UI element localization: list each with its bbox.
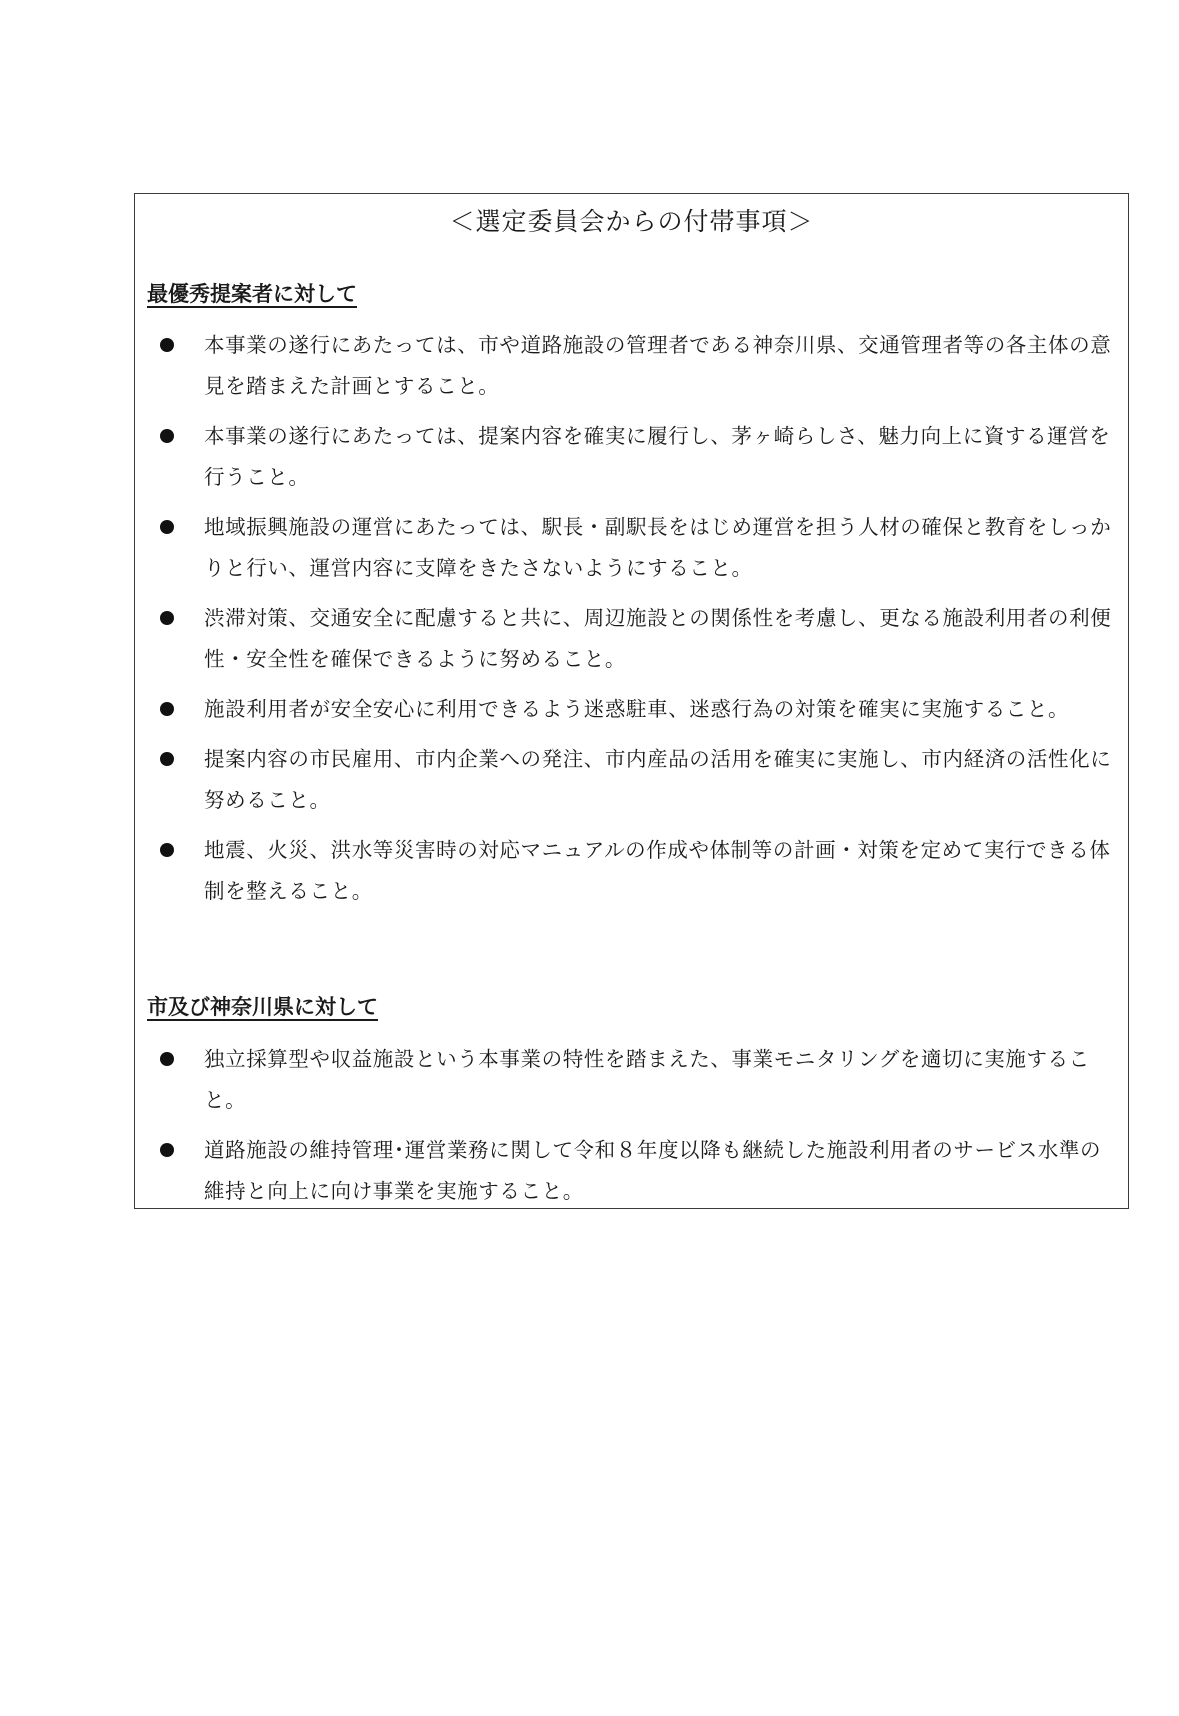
bullet-icon: [160, 429, 174, 443]
list-item: [135, 689, 1128, 730]
list-item-text: 本事業の遂行にあたっては、提案内容を確実に履行し、茅ヶ崎らしさ、魅力向上に資する運営を行うこと。: [204, 424, 1111, 489]
list-item: [135, 598, 1128, 680]
bullet-icon: [160, 520, 174, 534]
bullet-icon: [160, 611, 174, 625]
list-item: [135, 1130, 1128, 1212]
list-item-text: 施設利用者が安全安心に利用できるよう迷惑駐車、迷惑行為の対策を確実に実施すること。: [204, 697, 1070, 721]
list-item: [135, 416, 1128, 498]
list-item-text: 地域振興施設の運営にあたっては、駅長・副駅長をはじめ運営を担う人材の確保と教育をしっかりと行い、運営内容に支障をきたさないようにすること。: [204, 515, 1112, 580]
list-item-text: 地震、火災、洪水等災害時の対応マニュアルの作成や体制等の計画・対策を定めて実行できる体制を整えること。: [204, 838, 1111, 903]
bullet-icon: [160, 752, 174, 766]
list-item: [135, 739, 1128, 821]
bullet-icon: [160, 338, 174, 352]
list-item-text: 渋滞対策、交通安全に配慮すると共に、周辺施設との関係性を考慮し、更なる施設利用者の利便性・安全性を確保できるように努めること。: [204, 606, 1112, 671]
section-heading-proposer: 最優秀提案者に対して: [147, 282, 357, 306]
bullet-icon: [160, 1052, 174, 1066]
list-item-text: 提案内容の市民雇用、市内企業への発注、市内産品の活用を確実に実施し、市内経済の活性化に努めること。: [204, 747, 1112, 812]
box-title: ＜選定委員会からの付帯事項＞: [449, 207, 814, 236]
list-item: [135, 507, 1128, 589]
list-item-text: 本事業の遂行にあたっては、市や道路施設の管理者である神奈川県、交通管理者等の各主体の意見を踏まえた計画とすること。: [204, 333, 1112, 398]
list-item: [135, 325, 1128, 407]
list-item: [135, 1039, 1128, 1121]
section-heading-city-prefecture: 市及び神奈川県に対して: [147, 995, 378, 1019]
proposer-item-list: [135, 325, 1128, 921]
list-item: [135, 830, 1128, 912]
bullet-icon: [160, 702, 174, 716]
city-prefecture-item-list: [135, 1039, 1128, 1221]
bullet-icon: [160, 843, 174, 857]
bullet-icon: [160, 1143, 174, 1157]
list-item-text: 道路施設の維持管理･運営業務に関して令和８年度以降も継続した施設利用者のサービス水準の維持と向上に向け事業を実施すること。: [204, 1138, 1102, 1203]
supplementary-items-box: [134, 193, 1129, 1209]
list-item-text: 独立採算型や収益施設という本事業の特性を踏まえた、事業モニタリングを適切に実施すること。: [204, 1047, 1090, 1112]
